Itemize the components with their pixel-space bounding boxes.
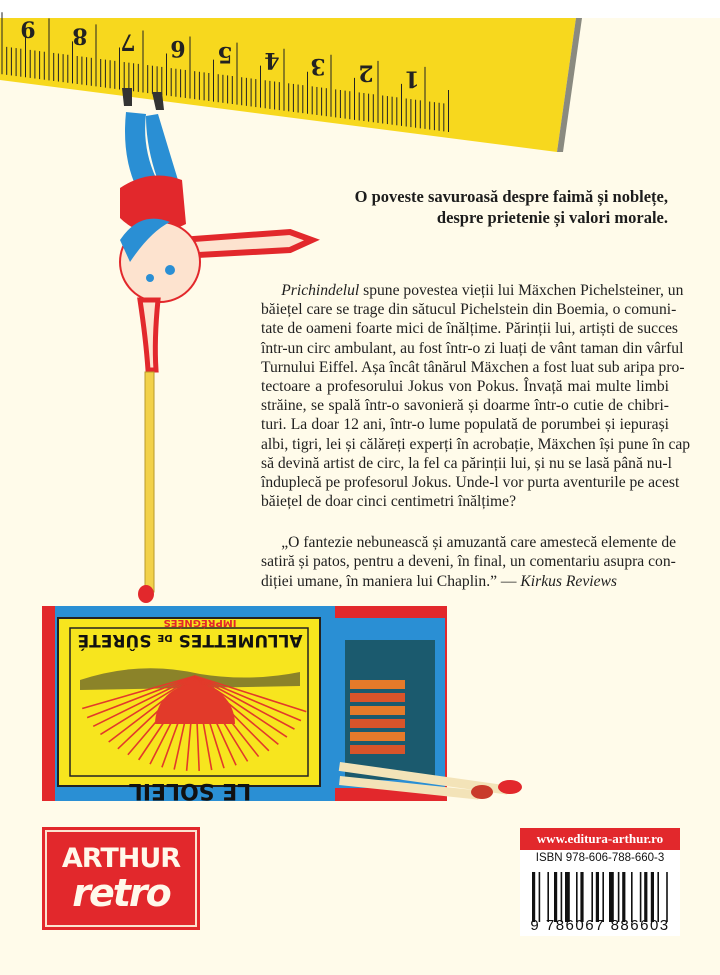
ruler-number: 2 xyxy=(358,59,374,86)
tagline-line-1: O poveste savuroasă despre faimă și noblețe, xyxy=(354,187,668,206)
barcode-bar xyxy=(609,872,614,922)
publisher-url: www.editura-arthur.ro xyxy=(520,828,680,850)
description-line: turi. La doar 12 ani, într-o lume populată de porumbei și iepurași xyxy=(261,416,669,434)
barcode-bar xyxy=(622,872,625,922)
match-in-drawer xyxy=(350,706,405,715)
barcode-bar xyxy=(640,872,642,922)
ruler-number: 3 xyxy=(310,53,326,80)
review-line xyxy=(261,572,669,591)
match-in-drawer xyxy=(350,693,405,702)
ruler-number: 4 xyxy=(264,47,280,74)
matchbox-brand: LE SOLEIL xyxy=(128,778,252,803)
barcode-digits: 9 786067 886603 xyxy=(530,917,670,934)
description-line: într-un circ ambulant, au fost într-o zi luați de vânt taman din vârful xyxy=(261,339,684,357)
barcode-bar xyxy=(631,872,633,922)
barcode-bar xyxy=(554,872,557,922)
description-line: Turnului Eiffel. Așa încât tânărul Mäxchen a fost luat sub aripa pro- xyxy=(261,358,685,376)
description-line xyxy=(261,281,684,300)
review-quote xyxy=(261,533,677,591)
ruler-number: 1 xyxy=(404,65,420,92)
review-line: „O fantezie nebunească și amuzantă care amestecă elemente de xyxy=(281,534,677,552)
review-source: Kirkus Reviews xyxy=(520,572,617,590)
publisher-logo xyxy=(42,827,200,930)
review-line: satiră și patos, pentru a deveni, în final, un comentariu asupra con- xyxy=(261,553,676,571)
tagline xyxy=(355,186,668,228)
matchbox xyxy=(42,606,522,803)
barcode-bars xyxy=(532,872,672,922)
barcode-bar xyxy=(596,872,599,922)
description-line: albi, tigri, lei și călăreți experți în acrobație, Mäxchen își pune în cap xyxy=(261,435,691,453)
barcode-bar xyxy=(565,872,570,922)
book-description xyxy=(261,281,691,591)
matchbox-line1: ALLUMETTES DE SÛRETÉ xyxy=(77,630,303,650)
barcode-bar xyxy=(547,872,549,922)
isbn-text: ISBN 978-606-788-660-3 xyxy=(535,852,665,864)
matchbox-line4: IMPRÉGNÉES xyxy=(163,617,237,628)
description-line: băiețel de doar cinci centimetri înălțime? xyxy=(261,493,517,511)
match-in-drawer xyxy=(350,745,405,754)
ruler-number: 5 xyxy=(217,41,233,68)
barcode-bar xyxy=(591,872,593,922)
tagline-line-2: despre prietenie și valori morale. xyxy=(436,208,668,227)
description-paragraph xyxy=(261,281,691,511)
barcode-bar xyxy=(539,872,541,922)
barcode-bar xyxy=(644,872,647,922)
ruler-number: 8 xyxy=(72,22,88,49)
match-in-drawer xyxy=(350,732,405,741)
match-in-drawer xyxy=(350,719,405,728)
review-text: diției umane, în maniera lui Chaplin.” — xyxy=(261,572,521,590)
ruler-number: 9 xyxy=(20,15,36,42)
ruler xyxy=(0,12,582,152)
description-line: să devină artist de circ, la fel ca părinții lui, și nu se lasă până nu-l xyxy=(261,454,672,472)
book-title: Prichindelul xyxy=(281,282,360,299)
barcode-bar xyxy=(532,872,535,922)
logo-line-1: ARTHUR xyxy=(61,843,181,874)
description-line: străine, se spală într-o savonieră și doarme într-o cutie de chibri- xyxy=(261,397,669,415)
barcode-bar xyxy=(602,872,604,922)
barcode-bar xyxy=(576,872,578,922)
description-line: înduplecă pe profesorul Jokus. Unde-l vor purta aventurile pe acest xyxy=(261,473,680,491)
match-in-drawer xyxy=(350,680,405,689)
barcode-bar xyxy=(657,872,659,922)
barcode-bar xyxy=(651,872,654,922)
barcode-bar xyxy=(561,872,563,922)
barcode-bar xyxy=(666,872,668,922)
ruler-number: 7 xyxy=(120,28,136,55)
description-line: tectoare a profesorului Jokus von Pokus. Învață mai multe limbi xyxy=(261,377,669,395)
description-line: tate de oameni foarte mici de înălțime. Părinții lui, artiști de succes xyxy=(261,320,678,338)
ruler-number: 6 xyxy=(170,35,186,62)
barcode-block xyxy=(520,828,680,936)
barcode-bar xyxy=(618,872,620,922)
matchstick xyxy=(138,372,154,603)
description-text: spune povestea vieții lui Mäxchen Pichelsteiner, un xyxy=(359,282,684,299)
description-line: băiețel care se trage din sătucul Pichelstein din Boemia, o comuni- xyxy=(261,301,677,319)
barcode-bar xyxy=(580,872,583,922)
logo-line-2: retro xyxy=(72,871,170,915)
